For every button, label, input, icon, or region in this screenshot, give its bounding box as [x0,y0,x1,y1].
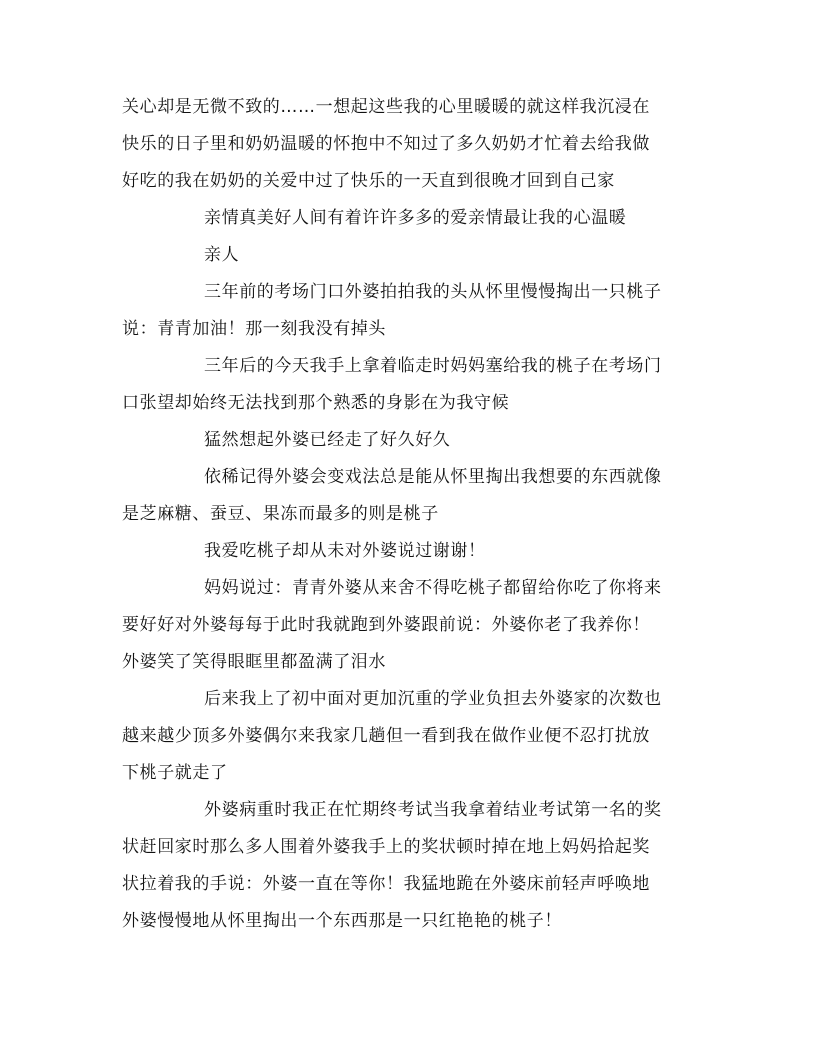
text-line: 越来越少顶多外婆偶尔来我家几趟但一看到我在做作业便不忍打扰放 [122,726,650,746]
text-line: 说：青青加油！那一刻我没有掉头 [122,319,386,339]
text-line: 妈妈说过：青青外婆从来舍不得吃桃子都留给你吃了你将来 [204,578,662,598]
text-line: 我爱吃桃子却从未对外婆说过谢谢！ [204,541,486,561]
text-line: 好吃的我在奶奶的关爱中过了快乐的一天直到很晚才回到自己家 [122,171,615,191]
text-line: 要好好对外婆每每于此时我就跑到外婆跟前说：外婆你老了我养你！ [122,615,650,635]
text-line: 口张望却始终无法找到那个熟悉的身影在为我守候 [122,393,510,413]
text-line: 亲人 [204,245,240,265]
text-line: 猛然想起外婆已经走了好久好久 [204,430,451,450]
text-line: 状拉着我的手说：外婆一直在等你！我猛地跪在外婆床前轻声呼唤地 [122,874,650,894]
text-line: 状赶回家时那么多人围着外婆我手上的奖状顿时掉在地上妈妈拾起奖 [122,837,650,857]
text-line: 外婆慢慢地从怀里掏出一个东西那是一只红艳艳的桃子！ [122,911,562,931]
text-line: 外婆病重时我正在忙期终考试当我拿着结业考试第一名的奖 [204,800,662,820]
text-line: 依稀记得外婆会变戏法总是能从怀里掏出我想要的东西就像 [204,467,662,487]
text-line: 后来我上了初中面对更加沉重的学业负担去外婆家的次数也 [204,689,662,709]
text-line: 外婆笑了笑得眼眶里都盈满了泪水 [122,652,386,672]
text-line: 亲情真美好人间有着许许多多的爱亲情最让我的心温暖 [204,208,627,228]
text-line: 关心却是无微不致的……一想起这些我的心里暖暖的就这样我沉浸在 [122,97,650,117]
text-line: 下桃子就走了 [122,763,228,783]
text-line: 快乐的日子里和奶奶温暖的怀抱中不知过了多久奶奶才忙着去给我做 [122,134,650,154]
text-line: 是芝麻糖、蚕豆、果冻而最多的则是桃子 [122,504,439,524]
text-line: 三年前的考场门口外婆拍拍我的头从怀里慢慢掏出一只桃子 [204,282,662,302]
text-line: 三年后的今天我手上拿着临走时妈妈塞给我的桃子在考场门 [204,356,662,376]
